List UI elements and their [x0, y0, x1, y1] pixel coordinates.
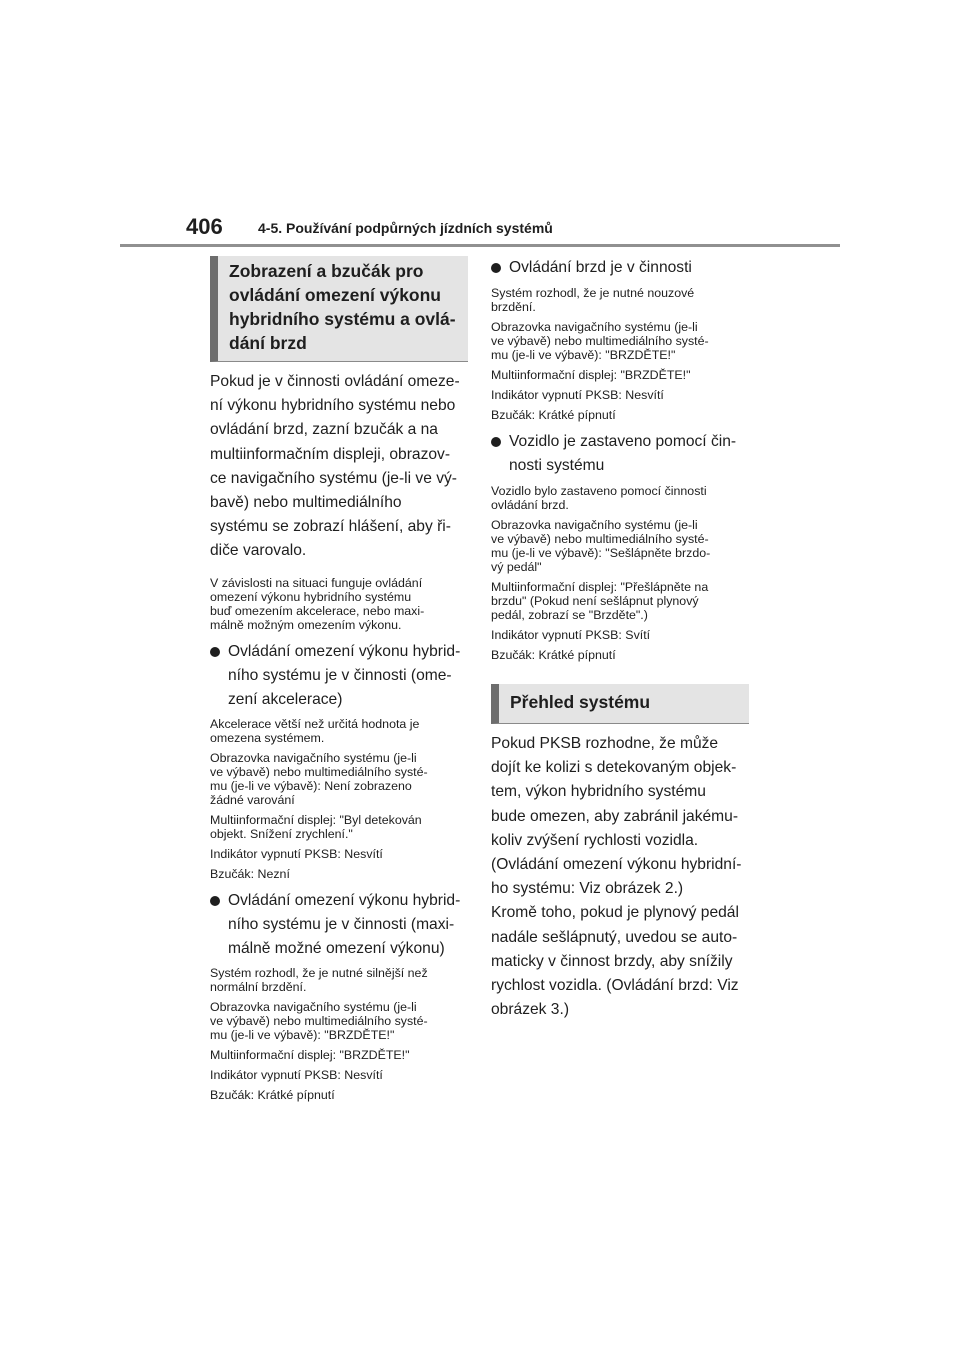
text-line: Pokud je v činnosti ovládání omeze-: [210, 373, 460, 390]
overview-paragraph: [491, 732, 749, 1022]
bullet-icon: [491, 263, 501, 273]
text-line: tem, výkon hybridního systému: [491, 783, 706, 801]
text-line: Akcelerace větší než určitá hodnota je: [210, 716, 420, 731]
text-line: systému se zobrazí hlášení, aby ři-: [210, 518, 451, 536]
bullet-detail: [491, 320, 749, 362]
text-line: málně možným omezením výkonu.: [210, 617, 402, 632]
text-line: mu (je-li ve výbavě): "BRZDĚTE!": [210, 1027, 395, 1042]
bullet-detail: [210, 813, 468, 841]
text-line: Bzučák: Krátké pípnutí: [491, 648, 616, 662]
text-line: mu (je-li ve výbavě): "Sešlápněte brzdo-: [491, 546, 711, 560]
bullet-detail: [210, 1068, 468, 1082]
bullet-title-line: ního systému je v činnosti (maxi-: [228, 915, 455, 933]
text-line: Obrazovka navigačního systému (je-li: [210, 750, 417, 765]
page-number: 406: [186, 214, 223, 239]
bullet-detail: [210, 717, 468, 745]
bullet-title-line: Ovládání brzd je v činnosti: [509, 259, 692, 276]
text-line: Obrazovka navigačního systému (je-li: [491, 518, 698, 532]
heading-line: dání brzd: [229, 333, 307, 353]
left-column: [210, 256, 468, 1102]
text-line: pedál, zobrazí se "Brzděte".): [491, 608, 648, 622]
bullet-detail: [210, 1048, 468, 1062]
bullet-detail: [491, 408, 749, 422]
heading-line: Přehled systému: [510, 692, 651, 712]
bullet-acceleration-limit: [210, 640, 468, 712]
bullet-title-line: nosti systému: [509, 457, 605, 474]
text-line: Multiinformační displej: "Přešlápněte na: [491, 580, 709, 594]
text-line: Bzučák: Nezní: [210, 866, 290, 881]
text-line: normální brzdění.: [210, 979, 307, 994]
bullet-detail: [210, 1000, 468, 1042]
text-line: Systém rozhodl, že je nutné nouzové: [491, 286, 695, 300]
bullet-detail: [491, 368, 749, 382]
text-line: žádné varování: [210, 792, 295, 807]
text-line: ní výkonu hybridního systému nebo: [210, 397, 456, 415]
text-line: Bzučák: Krátké pípnutí: [491, 408, 616, 422]
text-line: Kromě toho, pokud je plynový pedál: [491, 904, 739, 922]
heading-line: hybridního systému a ovlá-: [229, 309, 456, 329]
text-line: ovládání brzd.: [491, 498, 569, 512]
text-line: Systém rozhodl, že je nutné silnější než: [210, 965, 428, 980]
bullet-brake-control: [491, 256, 749, 280]
text-line: Obrazovka navigačního systému (je-li: [210, 999, 417, 1014]
text-line: Multiinformační displej: "BRZDĚTE!": [491, 368, 691, 382]
bullet-title-line: málně možné omezení výkonu): [228, 939, 445, 957]
bullet-title-line: Ovládání omezení výkonu hybrid-: [228, 891, 461, 909]
note-paragraph: [210, 576, 468, 632]
bullet-detail: [210, 966, 468, 994]
text-line: nadále sešlápnutý, uvedou se auto-: [491, 928, 738, 946]
bullet-title-line: Ovládání omezení výkonu hybrid-: [228, 642, 461, 660]
bullet-detail: [210, 1088, 468, 1102]
text-line: bude omezen, aby zabránil jakému-: [491, 807, 739, 825]
text-line: mu (je-li ve výbavě): Není zobrazeno: [210, 778, 412, 793]
text-line: mu (je-li ve výbavě): "BRZDĚTE!": [491, 348, 676, 362]
text-line: (Ovládání omezení výkonu hybridní-: [491, 856, 742, 874]
text-line: ovládání brzd, zazní bzučák a na: [210, 421, 438, 439]
right-column: [491, 256, 749, 1022]
text-line: ve výbavě) nebo multimediálního systé-: [491, 532, 709, 546]
text-line: Bzučák: Krátké pípnutí: [210, 1087, 335, 1102]
text-line: diče varovalo.: [210, 542, 307, 560]
text-line: Multiinformační displej: "BRZDĚTE!": [210, 1047, 410, 1062]
text-line: Vozidlo bylo zastaveno pomocí činnosti: [491, 484, 707, 498]
text-line: ve výbavě) nebo multimediálního systé-: [210, 1013, 428, 1028]
text-line: brzdění.: [491, 300, 536, 314]
text-line: maticky v činnost brzdy, aby snížily: [491, 952, 733, 970]
text-line: dojít ke kolizi s detekovaným objek-: [491, 759, 737, 777]
text-line: ce navigačního systému (je-li ve vý-: [210, 469, 457, 487]
text-line: buď omezením akcelerace, nebo maxi-: [210, 603, 425, 618]
heading-line: Zobrazení a bzučák pro: [229, 261, 424, 281]
bullet-detail: [491, 484, 749, 512]
header-divider: [120, 244, 840, 247]
bullet-detail: [210, 751, 468, 807]
text-line: Indikátor vypnutí PKSB: Nesvítí: [210, 1067, 383, 1082]
text-line: vý pedál": [491, 560, 542, 574]
text-line: obrázek 3.): [491, 1001, 570, 1019]
text-line: brzdu" (Pokud není sešlápnut plynový: [491, 594, 699, 608]
bullet-detail: [491, 648, 749, 662]
text-line: rychlost vozidla. (Ovládání brzd: Viz: [491, 977, 739, 995]
bullet-icon: [210, 896, 220, 906]
bullet-detail: [491, 580, 749, 622]
bullet-max-power-limit: [210, 889, 468, 961]
bullet-title-line: ního systému je v činnosti (ome-: [228, 666, 452, 684]
text-line: ve výbavě) nebo multimediálního systé-: [491, 334, 709, 348]
bullet-icon: [491, 437, 501, 447]
chapter-title: 4-5. Používání podpůrných jízdních systémů: [258, 220, 553, 236]
text-line: bavě) nebo multimediálního: [210, 494, 402, 512]
text-line: objekt. Snížení zrychlení.": [210, 826, 353, 841]
bullet-title-line: zení akcelerace): [228, 690, 343, 708]
bullet-vehicle-stopped: [491, 430, 749, 478]
text-line: Indikátor vypnutí PKSB: Nesvítí: [210, 846, 383, 861]
bullet-detail: [210, 847, 468, 861]
text-line: Pokud PKSB rozhodne, že může: [491, 735, 719, 752]
bullet-icon: [210, 647, 220, 657]
text-line: Multiinformační displej: "Byl detekován: [210, 812, 422, 827]
text-line: Indikátor vypnutí PKSB: Nesvítí: [491, 388, 664, 402]
text-line: ho systému: Viz obrázek 2.): [491, 880, 684, 898]
bullet-title-line: Vozidlo je zastaveno pomocí čin-: [509, 433, 737, 450]
section-heading-display-buzzer: [210, 256, 468, 362]
bullet-detail: [491, 518, 749, 574]
text-line: omezena systémem.: [210, 730, 325, 745]
text-line: Indikátor vypnutí PKSB: Svítí: [491, 628, 651, 642]
text-line: Obrazovka navigačního systému (je-li: [491, 320, 698, 334]
intro-paragraph: [210, 370, 468, 564]
text-line: V závislosti na situaci funguje ovládání: [210, 575, 423, 590]
bullet-detail: [491, 388, 749, 402]
text-line: ve výbavě) nebo multimediálního systé-: [210, 764, 428, 779]
heading-line: ovládání omezení výkonu: [229, 285, 441, 305]
section-heading-system-overview: [491, 684, 749, 724]
bullet-detail: [491, 628, 749, 642]
text-line: koliv zvýšení rychlosti vozidla.: [491, 831, 699, 849]
bullet-detail: [491, 286, 749, 314]
text-line: omezení výkonu hybridního systému: [210, 589, 412, 604]
text-line: multiinformačním displeji, obrazov-: [210, 445, 451, 463]
bullet-detail: [210, 867, 468, 881]
